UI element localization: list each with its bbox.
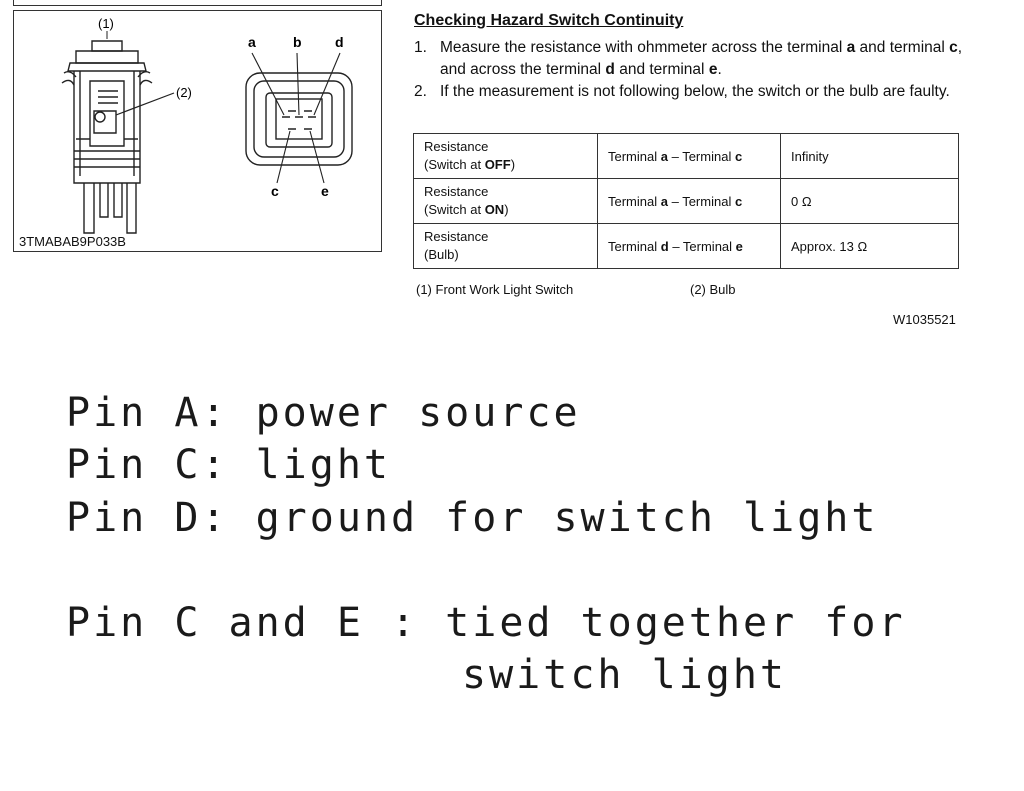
note-pin-d: Pin D: ground for switch light (66, 495, 879, 541)
value-cell: Approx. 13 Ω (781, 224, 959, 269)
condition-cell: Resistance (Switch at ON) (414, 179, 598, 224)
step-text: Measure the resistance with ohmmeter across the terminal a and terminal c, and across the terminal d and terminal e. (440, 39, 963, 78)
step-text: If the measurement is not following below, the switch or the bulb are faulty. (440, 83, 950, 100)
note-pin-a: Pin A: power source (66, 390, 581, 436)
terminal-cell: Terminal d – Terminal e (598, 224, 781, 269)
step-number: 1. (414, 39, 427, 56)
note-pin-c-e-cont: switch light (462, 652, 787, 698)
value-cell: Infinity (781, 134, 959, 179)
caption-bulb: (2) Bulb (690, 282, 736, 297)
step-1 (414, 37, 974, 81)
table-row (414, 224, 959, 269)
switch-diagram (14, 11, 383, 253)
section-title: Checking Hazard Switch Continuity (414, 12, 684, 29)
switch-figure (13, 10, 382, 252)
connector-face (246, 73, 352, 165)
resistance-table (413, 133, 959, 269)
value-cell: 0 Ω (781, 179, 959, 224)
condition-cell: Resistance (Switch at OFF) (414, 134, 598, 179)
terminal-cell: Terminal a – Terminal c (598, 179, 781, 224)
terminal-label-c: c (271, 183, 279, 199)
figure-code: 3TMABAB9P033B (19, 234, 126, 249)
terminal-label-d: d (335, 34, 344, 50)
table-row (414, 134, 959, 179)
step-2 (414, 81, 974, 103)
instruction-list (414, 37, 974, 103)
condition-cell: Resistance (Bulb) (414, 224, 598, 269)
terminal-cell: Terminal a – Terminal c (598, 134, 781, 179)
note-pin-c: Pin C: light (66, 442, 391, 488)
terminal-label-a: a (248, 34, 256, 50)
table-row (414, 179, 959, 224)
switch-body (62, 41, 152, 233)
previous-figure-edge (13, 0, 382, 6)
callout-1: (1) (98, 16, 114, 31)
step-number: 2. (414, 83, 427, 100)
terminal-label-e: e (321, 183, 329, 199)
callout-2: (2) (176, 85, 192, 100)
note-pin-c-e: Pin C and E : tied together for (66, 600, 906, 646)
caption-switch: (1) Front Work Light Switch (416, 282, 574, 297)
document-id: W1035521 (893, 312, 956, 327)
terminal-label-b: b (293, 34, 302, 50)
